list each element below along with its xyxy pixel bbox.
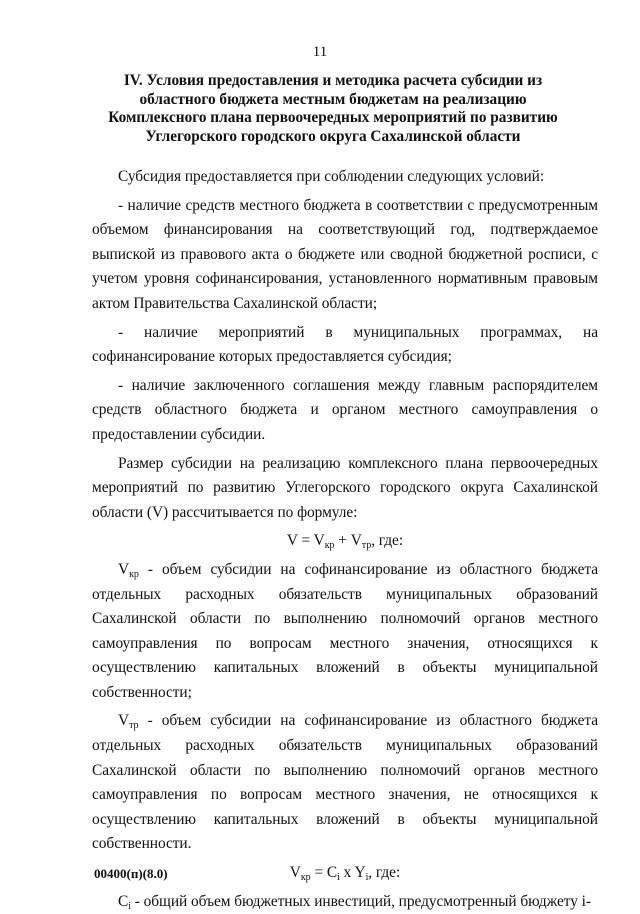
symbol-sub-kr: кр <box>129 568 139 580</box>
symbol-sub-i: i <box>337 872 340 884</box>
vtr-definition-text: - объем субсидии на софинансирование из областного бюджета отдельных расходных обязательств муниципальных образований Сахалинской области по выполнению полномочий органов местного самоуправления по вопросам местного значения, не относящихся к осуществлению капитальных вложений в объекты муниципальной собственности. <box>92 712 598 853</box>
paragraph-vkr-definition <box>92 558 598 706</box>
formula-sub-kr: кр <box>324 540 335 552</box>
paragraph-condition-programs: - наличие мероприятий в муниципальных программах, на софинансирование которых предоставляется субсидия; <box>92 323 598 366</box>
symbol-sub-i: i <box>365 872 369 884</box>
formula-vkr-x: x Y <box>339 864 366 882</box>
formula-total-lhs: V = V <box>286 532 325 550</box>
ci-definition-text: - общий объем бюджетных инвестиций, предусмотренный бюджету i- <box>130 892 591 910</box>
formula-vkr-eq: = C <box>310 864 338 882</box>
formula-sub-tr: тр <box>361 540 372 552</box>
formula-vkr <box>92 861 598 886</box>
formula-vkr-tail: , где: <box>368 864 401 882</box>
page-number: 11 <box>312 44 328 60</box>
paragraph-ci-definition <box>92 890 598 914</box>
paragraph-condition-budget: - наличие средств местного бюджета в соответствии с предусмотренным объемом финансирования на соответствующий год, подтверждаемое выпиской из правового акта о бюджете или сводной бюджетной росписи, с учетом уровня софинансирования, установленного нормативным правовым актом Правительства Сахалинской области; <box>92 196 598 312</box>
document-body <box>92 165 598 914</box>
section-heading: IV. Условия предоставления и методика расчета субсидии из областного бюджета местным бюджетам на реализацию Комплексного плана первоочередных мероприятий по развитию Углегорского городского округа Сахалинской области <box>108 72 558 145</box>
paragraph-conditions-intro: Субсидия предоставляется при соблюдении следующих условий: <box>118 168 545 185</box>
symbol-sub-kr: кр <box>300 872 311 884</box>
paragraph-subsidy-size: Размер субсидии на реализацию комплексного плана первоочередных мероприятий по развитию Углегорского городского округа Сахалинской области (V) рассчитывается по формуле: <box>92 454 598 521</box>
symbol-c: C <box>118 892 129 910</box>
vkr-definition-text: - объем субсидии на софинансирование из областного бюджета отдельных расходных обязательств муниципальных образований Сахалинской области по выполнению полномочий органов местного самоуправления по вопросам местного значения, относящихся к осуществлению капитальных вложений в объекты муниципальной собственности; <box>92 560 598 701</box>
symbol-v: V <box>289 864 301 882</box>
formula-total-tail: , где: <box>371 532 404 550</box>
symbol-sub-i: i <box>128 900 131 912</box>
document-code: 00400(п)(8.0) <box>94 866 168 881</box>
symbol-v: V <box>118 712 130 730</box>
paragraph-condition-agreement: - наличие заключенного соглашения между главным распорядителем средств областного бюджета и органом местного самоуправления о предоставлении субсидии. <box>92 376 598 443</box>
paragraph-vtr-definition <box>92 709 598 857</box>
formula-total-plus: + V <box>334 532 362 550</box>
symbol-sub-tr: тр <box>129 720 139 732</box>
symbol-v: V <box>118 560 130 578</box>
formula-total <box>92 529 598 554</box>
